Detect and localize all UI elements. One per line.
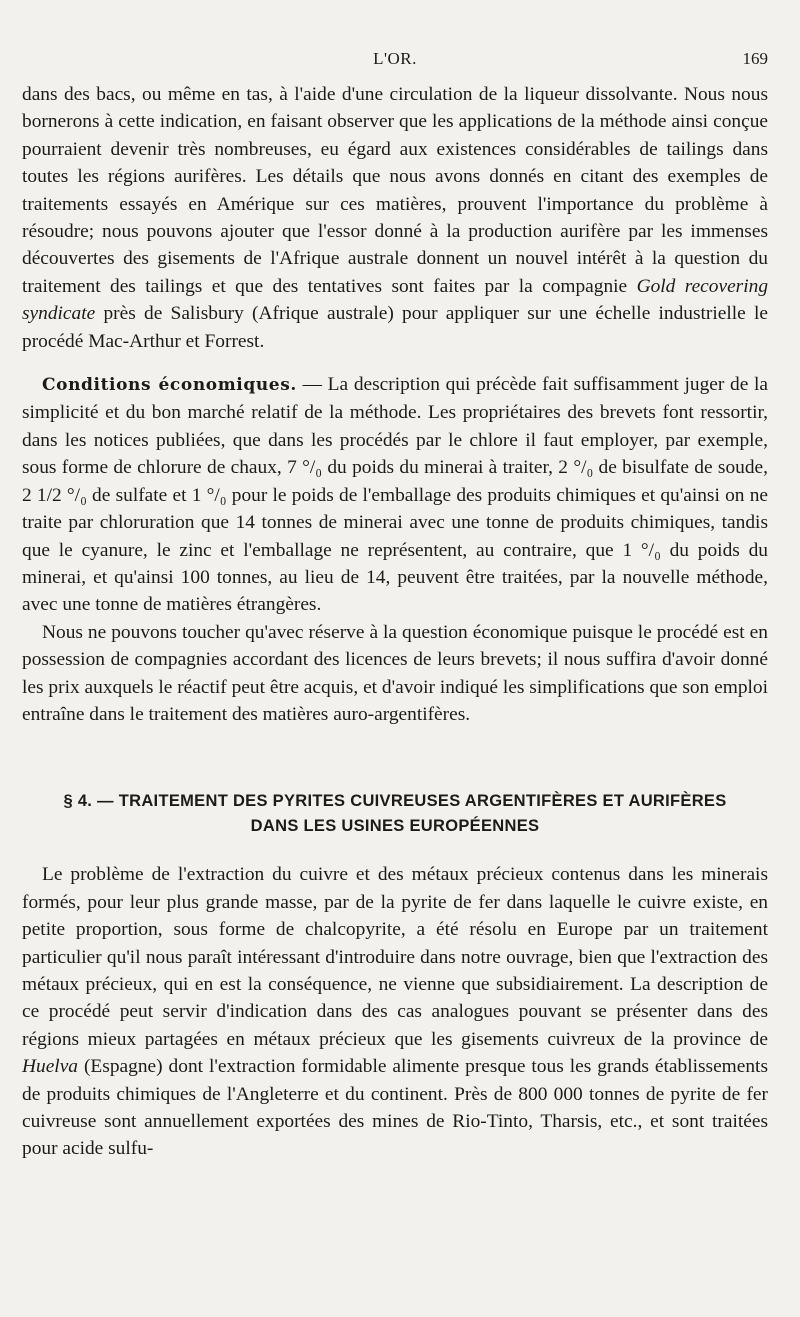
body-text xyxy=(22,81,768,1163)
paragraph-economic-reserve xyxy=(22,619,768,729)
section-heading-line-2: DANS LES USINES EUROPÉENNES xyxy=(250,817,540,836)
province-name: Huelva xyxy=(22,1056,78,1078)
paragraph-tailings xyxy=(22,81,768,355)
run-in-heading: Conditions économiques. xyxy=(42,375,297,396)
running-title: L'OR. xyxy=(373,49,417,68)
section-heading xyxy=(22,789,768,839)
running-head xyxy=(22,48,768,70)
paragraph-text: Le problème de l'extraction du cuivre et des métaux précieux contenus dans les minerais formés, pour leur plus grande masse, par de la pyrite de fer dans laquelle le cuivre existe, en petite proportion, sous forme de chalcopyrite, a été résolu en Europe par un traitement particulier qu'il nous paraît intéressant d'introduire dans notre ouvrage, bien que l'extraction des métaux précieux, qui en est la conséquence, ne vienne que subsidiairement. La description de ce procédé peut servir d'indication dans des cas analogues pouvant se présenter dans des régions mieux partagées en métaux précieux que les gisements cuivreux de la province de xyxy=(22,864,768,1050)
paragraph-text: Nous ne pouvons toucher qu'avec réserve à la question économique puisque le procédé est en possession de compagnies accordant des licences de leurs brevets; il nous suffira d'avoir donné les prix auxquels le réactif peut être acquis, et d'avoir indiqué les simplifications que son emploi entraîne dans le traitement des matières auro-argentifères. xyxy=(22,621,768,725)
company-name: Gold recovering syndicate xyxy=(22,275,769,325)
paragraph-text: près de Salisbury (Afrique australe) pour appliquer sur une échelle industrielle le procédé Mac-Arthur et Forrest. xyxy=(22,303,768,352)
paragraph-economic-conditions xyxy=(22,371,768,619)
section-heading-line-1: § 4. — TRAITEMENT DES PYRITES CUIVREUSES ARGENTIFÈRES ET AURIFÈRES xyxy=(63,792,727,811)
page-number: 169 xyxy=(742,49,768,68)
paragraph-copper-pyrites xyxy=(22,861,768,1162)
paragraph-text: (Espagne) dont l'extraction formidable alimente presque tous les grands établissements de produits chimiques de l'Angleterre et du continent. Près de 800 000 tonnes de pyrite de fer cuivreuse sont annuellement exportées des mines de Rio-Tinto, Tharsis, etc., et sont traitées pour acide sulfu- xyxy=(22,1056,768,1160)
paragraph-text: dans des bacs, ou même en tas, à l'aide d'une circulation de la liqueur dissolvante. Nous nous bornerons à cette indication, en faisant observer que les applications de la méthode ainsi conçue pourraient devenir très nombreuses, eu égard aux existences considérables de tailings dans toutes les régions aurifères. Les détails que nous avons donnés en citant des exemples de traitements essayés en Amérique sur ces matières, prouvent l'importance du problème à résoudre; nous pouvons ajouter que l'essor donné à la production aurifère par les immenses découvertes des gisements de l'Afrique australe donnent un nouvel intérêt à la question du traitement des tailings et que des tentatives sont faites par la compagnie xyxy=(22,84,768,297)
paragraph-text: — La description qui précède fait suffisamment juger de la simplicité et du bon marché relatif de la méthode. Les propriétaires des brevets font ressortir, dans les notices publiées, que dans les procédés par le chlore il faut employer, par exemple, sous forme de chlorure de chaux, 7 °/₀ du poids du minerai à traiter, 2 °/₀ de bisulfate de soude, 2 1/2 °/₀ de sulfate et 1 °/₀ pour le poids de l'emballage des produits chimiques et qu'ainsi on ne traite par chloruration que 14 tonnes de minerai avec une tonne de produits chimiques, tandis que le cyanure, le zinc et l'emballage ne représentent, au contraire, que 1 °/₀ du poids du minerai, et qu'ainsi 100 tonnes, au lieu de 14, peuvent être traitées, par la nouvelle méthode, avec une tonne de matières étrangères. xyxy=(22,374,768,616)
